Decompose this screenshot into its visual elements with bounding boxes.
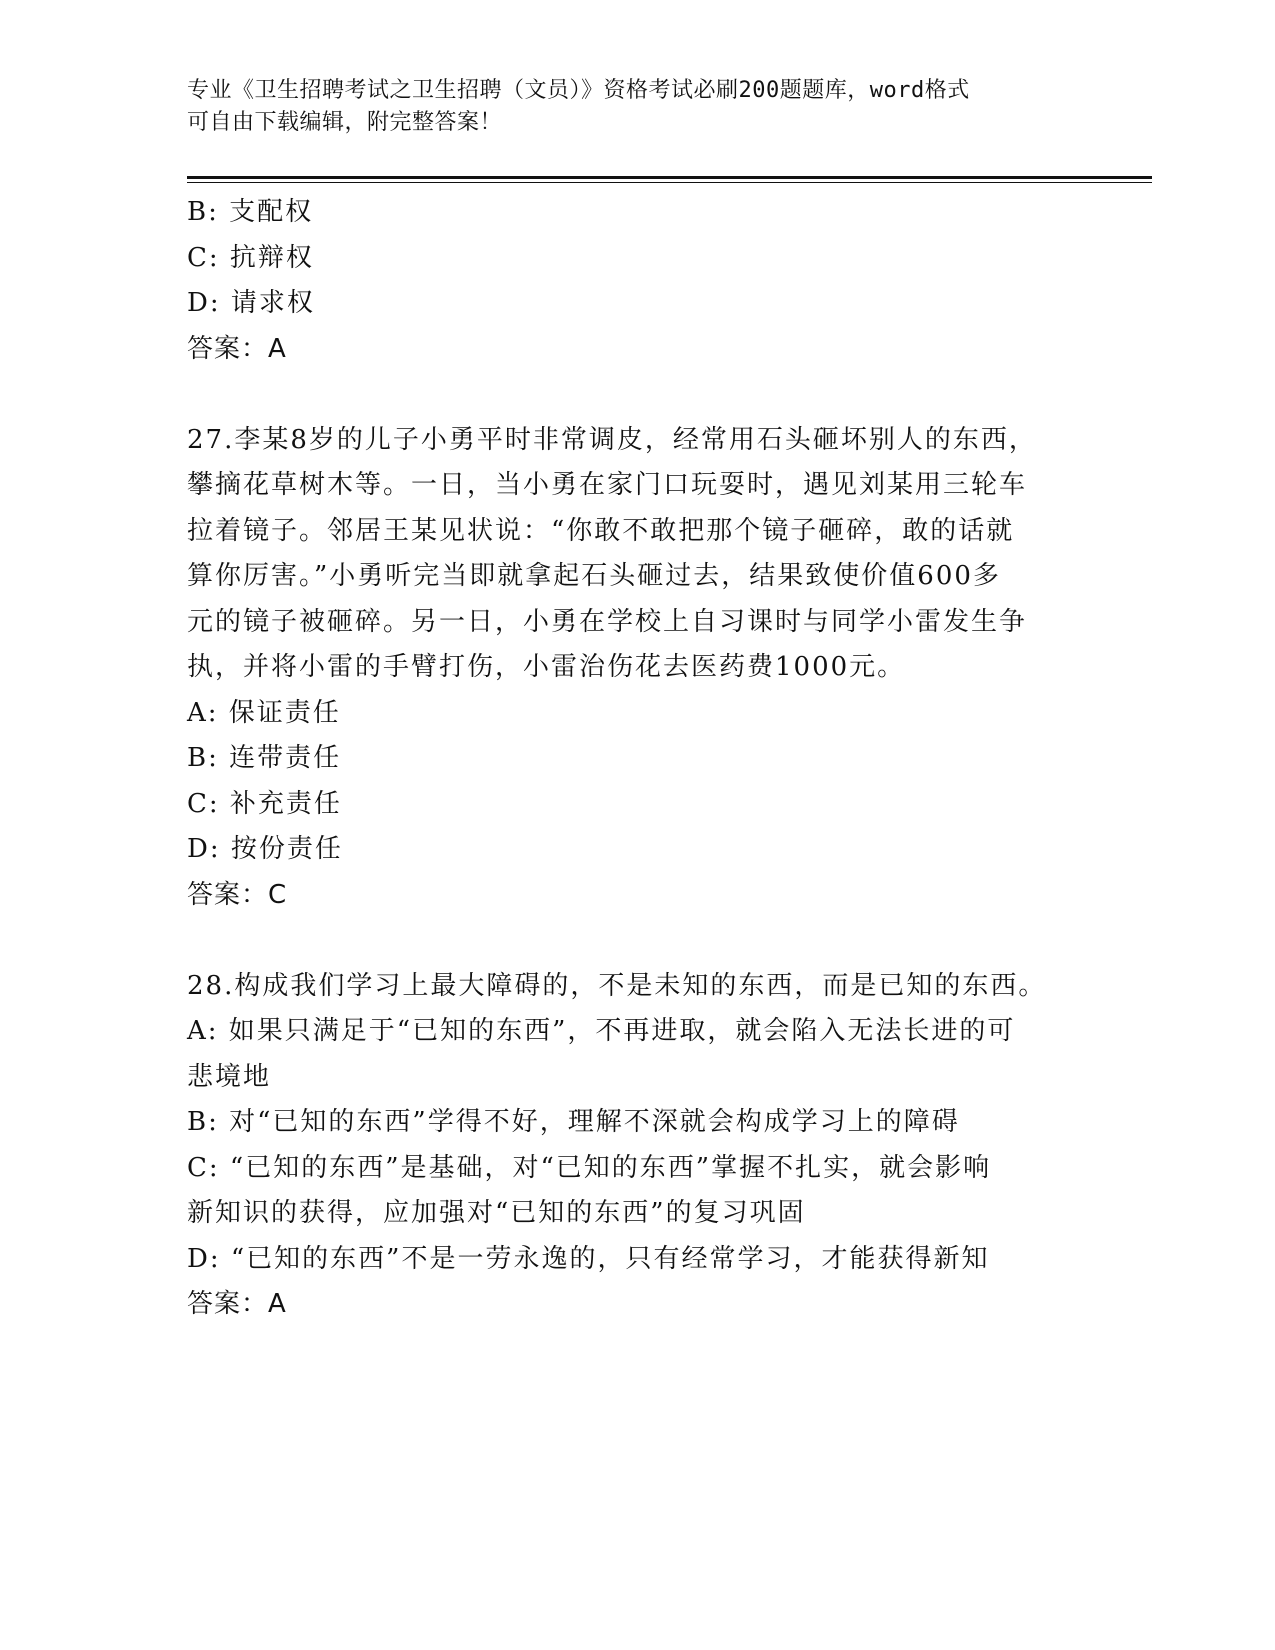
- option-c-line-1: C: “已知的东西”是基础，对“已知的东西”掌握不扎实，就会影响: [187, 1152, 992, 1183]
- option-d: D: 请求权: [187, 288, 315, 318]
- question-27-block: [187, 418, 1067, 919]
- question-27-line-4: 算你厉害。”小勇听完当即就拿起石头砸过去，结果致使价值600多: [187, 561, 1001, 591]
- answer-line: 答案：A: [187, 1289, 287, 1319]
- option-b: B: 连带责任: [187, 743, 342, 773]
- option-c: C: 补充责任: [187, 788, 342, 819]
- option-d: D: “已知的东西”不是一劳永逸的，只有经常学习，才能获得新知: [187, 1243, 990, 1274]
- header-line-2: 可自由下载编辑，附完整答案！: [187, 110, 503, 135]
- header-divider-thin: [187, 182, 1152, 183]
- option-c: C: 抗辩权: [187, 242, 314, 273]
- spacer: [187, 918, 1067, 964]
- answer-line: 答案：C: [187, 879, 288, 910]
- question-28-block: [187, 964, 1067, 1328]
- question-27-line-6: 执，并将小雷的手臂打伤，小雷治伤花去医药费1000元。: [187, 652, 906, 682]
- question-27-line-1: 27.李某8岁的儿子小勇平时非常调皮，经常用石头砸坏别人的东西，: [187, 424, 1037, 455]
- prev-question-block: [187, 190, 1067, 372]
- option-a-line-1: A: 如果只满足于“已知的东西”，不再进取，就会陷入无法长进的可: [187, 1016, 1016, 1046]
- document-body: [187, 190, 1067, 1328]
- answer-line: 答案：A: [187, 333, 287, 364]
- question-27-line-3: 拉着镜子。邻居王某见状说：“你敢不敢把那个镜子砸碎，敢的话就: [187, 515, 1015, 546]
- question-27-line-5: 元的镜子被砸碎。另一日，小勇在学校上自习课时与同学小雷发生争: [187, 606, 1028, 637]
- question-28-line-1: 28.构成我们学习上最大障碍的，不是未知的东西，而是已知的东西。: [187, 970, 1047, 1001]
- question-27-line-2: 攀摘花草树木等。一日，当小勇在家门口玩耍时，遇见刘某用三轮车: [187, 470, 1028, 500]
- header-divider-thick: [187, 176, 1152, 179]
- header-line-1: 专业《卫生招聘考试之卫生招聘（文员）》资格考试必刷200题题库，word格式: [187, 78, 970, 103]
- option-a-line-2: 悲境地: [187, 1061, 272, 1092]
- option-d: D: 按份责任: [187, 834, 343, 864]
- option-a: A: 保证责任: [187, 697, 341, 728]
- option-c-line-2: 新知识的获得，应加强对“已知的东西”的复习巩固: [187, 1198, 806, 1228]
- option-b: B: 支配权: [187, 197, 314, 227]
- page-header: [187, 75, 1067, 139]
- spacer: [187, 372, 1067, 418]
- option-b: B: 对“已知的东西”学得不好，理解不深就会构成学习上的障碍: [187, 1107, 960, 1137]
